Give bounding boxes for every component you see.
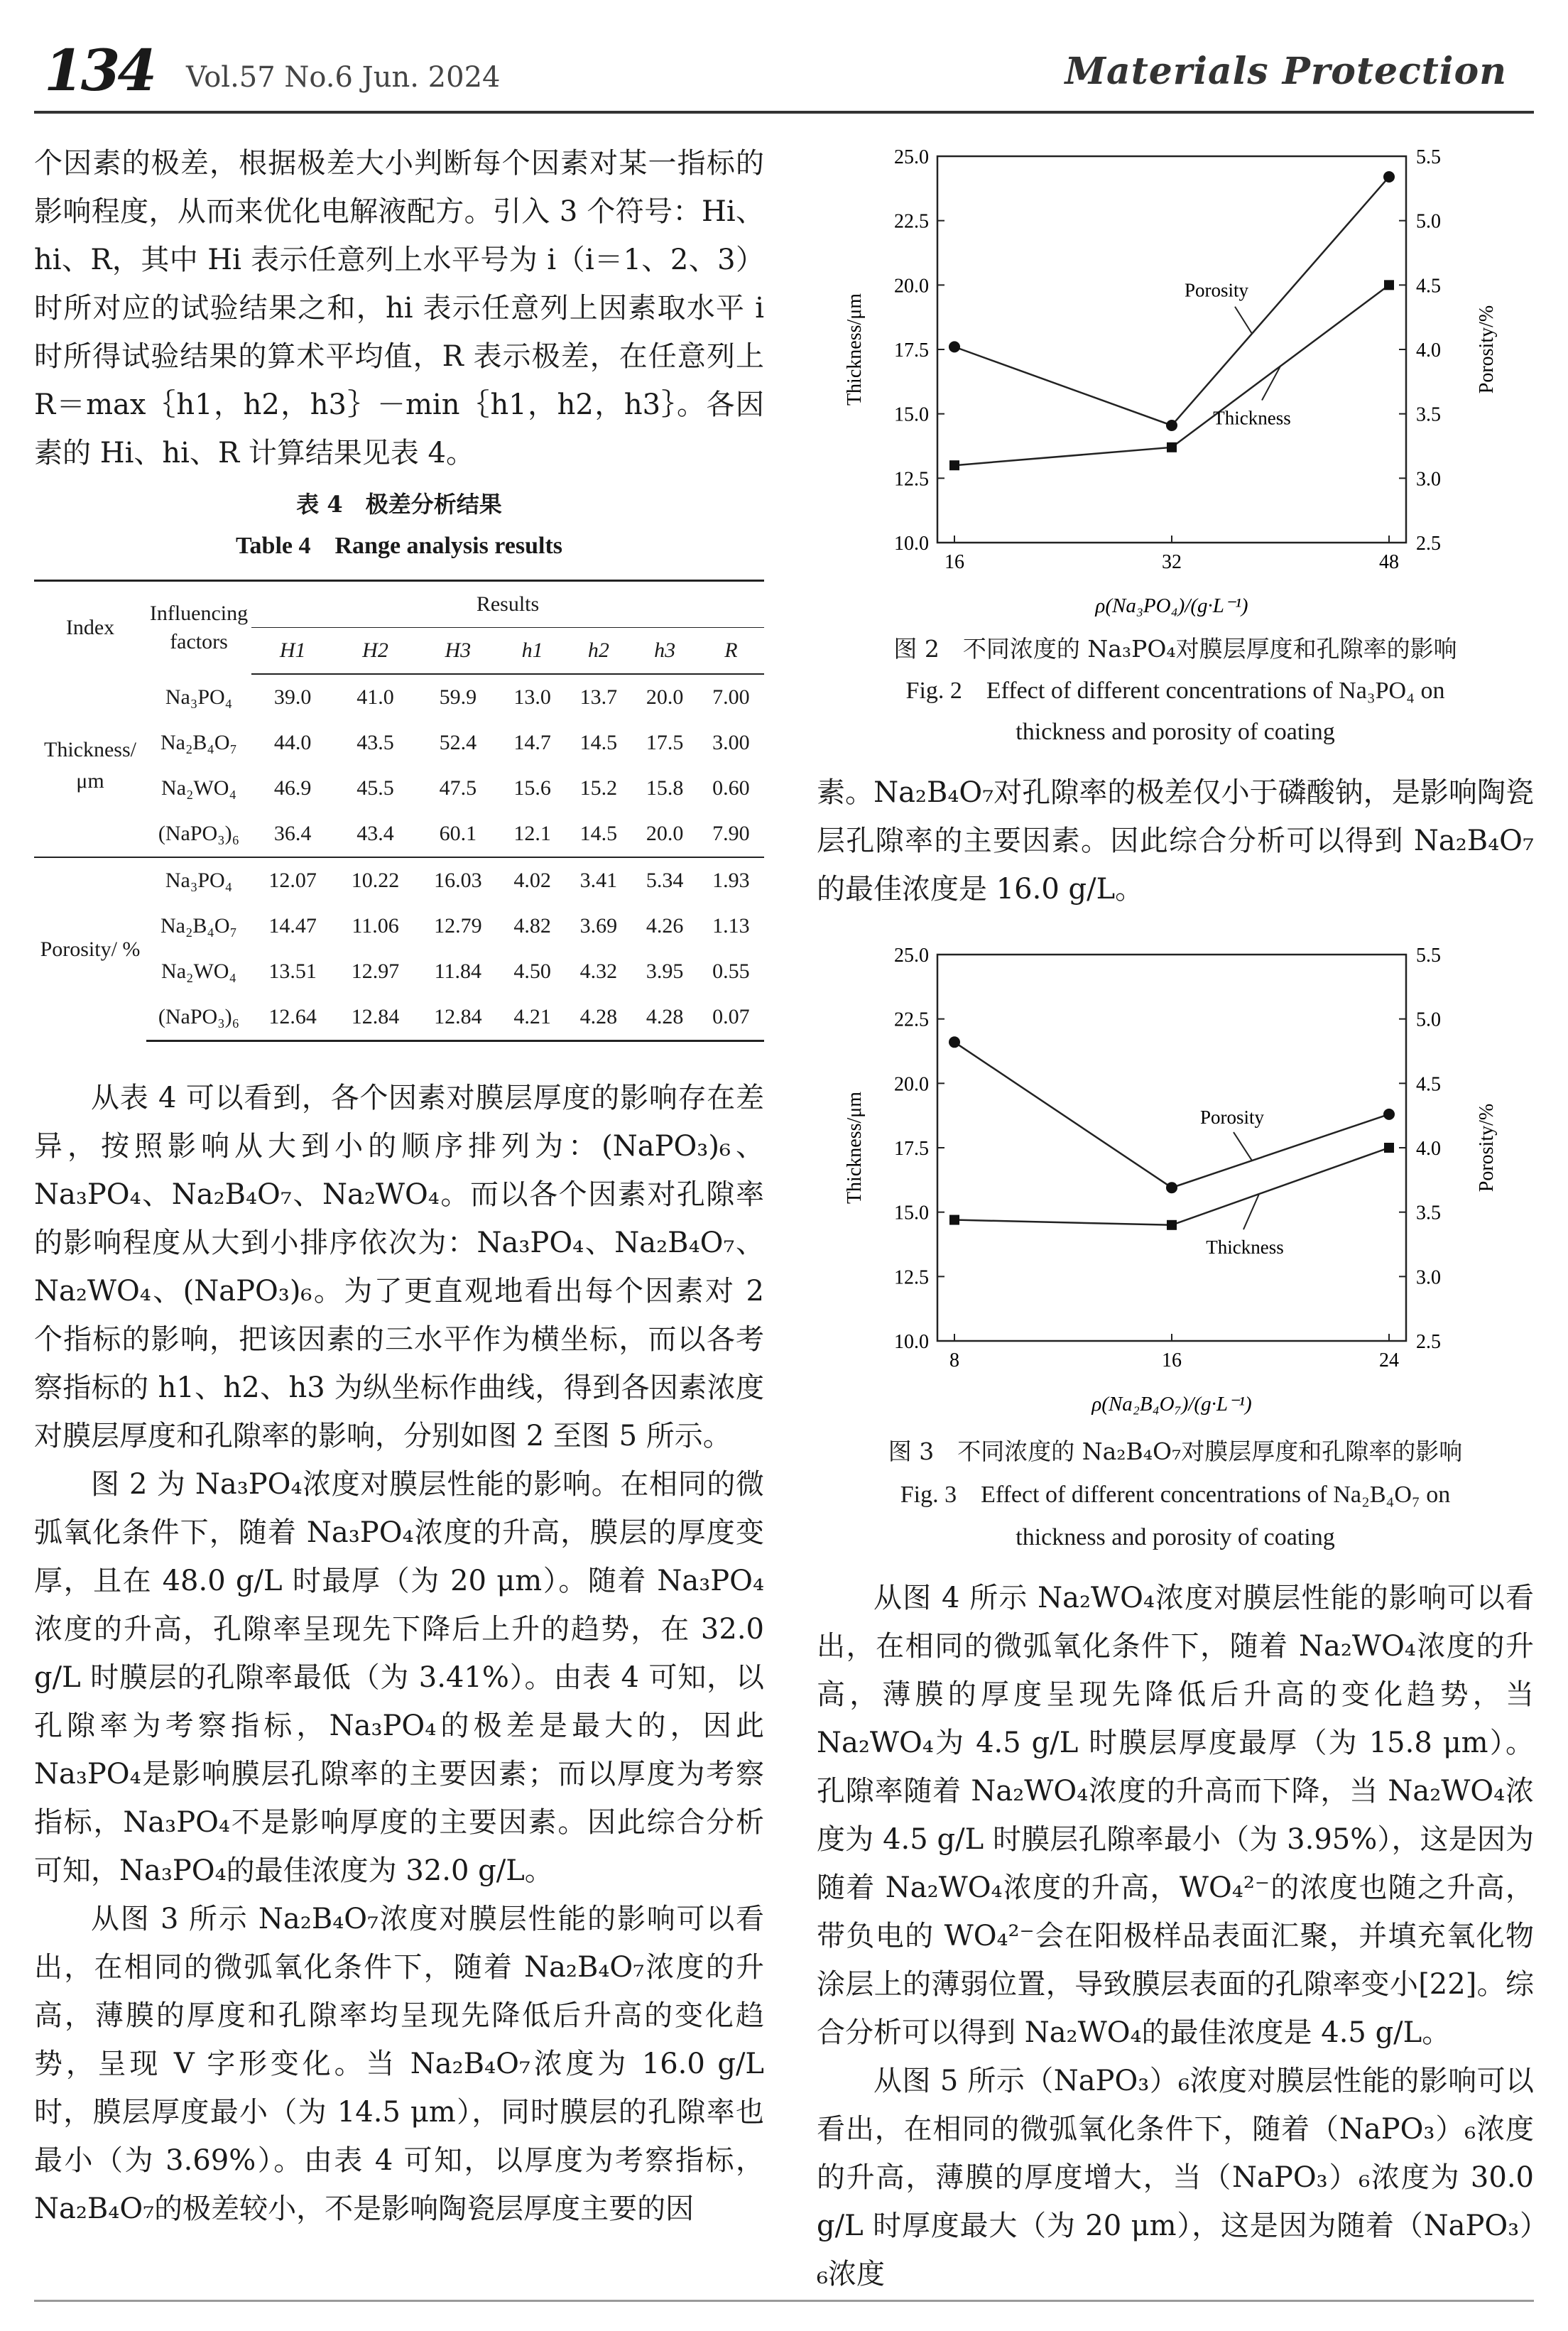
x-tick-label: 32 (1162, 551, 1182, 573)
table-value-cell: 20.0 (646, 822, 684, 845)
table-value-cell: 13.0 (513, 685, 551, 709)
leader-line (1234, 1132, 1252, 1161)
y-right-tick-label: 5.5 (1416, 146, 1441, 168)
leader-line (1235, 307, 1252, 334)
volume-info: Vol.57 No.6 Jun. 2024 (186, 61, 501, 94)
table-value-cell: 15.6 (513, 776, 551, 800)
table-value-cell: 12.97 (351, 960, 400, 983)
table-value-cell: 0.55 (712, 960, 750, 983)
table-value-cell: 5.34 (632, 857, 698, 903)
plot-frame (937, 955, 1406, 1341)
table-value-cell: 0.60 (712, 776, 750, 800)
figure-2-chart (817, 139, 1534, 629)
y-right-axis-label: Porosity/% (1476, 1103, 1498, 1192)
y-tick-label: 17.5 (894, 1138, 929, 1160)
range-analysis-table (34, 580, 764, 1042)
data-point-square (949, 460, 959, 470)
table-subheader: H1 (251, 628, 334, 675)
table-caption-zh: 表 4 极差分析结果 (296, 491, 502, 518)
y-right-tick-label: 2.5 (1416, 1331, 1441, 1353)
right-column-bottom (817, 1574, 1534, 2298)
table-subheader: H3 (417, 628, 499, 675)
table-factor-cell: Na₂B₄O₇ (160, 914, 238, 938)
table-index-cell: Porosity/ % (34, 857, 146, 1041)
series-label: Thickness (1213, 407, 1291, 429)
x-axis-label: ρ(Na₂B₄O₇)/(g·L⁻¹) (1091, 1393, 1252, 1416)
table-value-cell: 4.28 (632, 994, 698, 1041)
figure-2-caption-en: Fig. 2 Effect of different concentrations of Na₃PO₄ on (905, 678, 1445, 704)
table-value-cell: 4.26 (646, 914, 684, 938)
table-value-cell: 12.79 (434, 914, 482, 938)
table-factor-cell: (NaPO₃)₆ (158, 822, 240, 845)
table-factor-cell: Na₃PO₄ (165, 685, 233, 709)
figure-3-caption-en-line2: thickness and porosity of coating (1016, 1524, 1335, 1550)
y-tick-label: 22.5 (894, 1009, 929, 1031)
y-tick-label: 25.0 (894, 146, 929, 168)
table-value-cell: 4.02 (499, 857, 565, 903)
table-factor-cell: Na₃PO₄ (146, 857, 251, 903)
table-value-cell: 1.93 (698, 857, 764, 903)
leader-line (1262, 366, 1280, 401)
y-right-tick-label: 3.0 (1416, 468, 1441, 491)
table-value-cell: 47.5 (439, 776, 477, 800)
data-point-circle (1383, 171, 1395, 183)
x-tick-label: 16 (944, 551, 964, 573)
table-value-cell: 45.5 (356, 776, 394, 800)
table-value-cell: 4.82 (513, 914, 551, 938)
page-number: 134 (44, 37, 154, 104)
y-tick-label: 20.0 (894, 275, 929, 298)
table-header-results: Results (251, 581, 764, 628)
table-subheader: h3 (632, 628, 698, 675)
table-value-cell: 14.5 (579, 731, 618, 754)
paragraph: 从图 5 所示（NaPO₃）₆浓度对膜层性能的影响可以看出，在相同的微弧氧化条件下，随着（NaPO₃）₆浓度的升高，薄膜的厚度增大，当（NaPO₃）₆浓度为 30.0 g/L 时厚度最大（为 20 μm），这是因为随着（NaPO₃）₆浓度 (817, 2065, 1534, 2291)
table-caption-en: Table 4 Range analysis results (235, 533, 563, 559)
y-tick-label: 20.0 (894, 1073, 929, 1096)
paragraph: 素。Na₂B₄O₇对孔隙率的极差仅小于磷酸钠，是影响陶瓷层孔隙率的主要因素。因此综合分析可以得到 Na₂B₄O₇的最佳浓度是 16.0 g/L。 (817, 776, 1534, 906)
y-right-tick-label: 5.5 (1416, 945, 1441, 967)
header-rule (34, 111, 1534, 114)
series-label: Thickness (1206, 1237, 1284, 1259)
table-value-cell: 7.90 (712, 822, 750, 845)
table-value-cell: 12.64 (251, 994, 334, 1041)
table-value-cell: 43.5 (356, 731, 394, 754)
table-value-cell: 3.95 (646, 960, 684, 983)
figure-2 (817, 139, 1534, 629)
table-subheader: H2 (334, 628, 416, 675)
y-right-axis-label: Porosity/% (1476, 305, 1498, 394)
table-value-cell: 12.07 (251, 857, 334, 903)
y-right-tick-label: 5.0 (1416, 210, 1441, 233)
table-index-cell: Thickness/ μm (44, 737, 136, 793)
table-value-cell: 20.0 (646, 685, 684, 709)
figure-2-caption-en-line2: thickness and porosity of coating (1016, 719, 1335, 745)
y-right-tick-label: 5.0 (1416, 1009, 1441, 1031)
table-value-cell: 44.0 (273, 731, 312, 754)
table-value-cell: 14.47 (268, 914, 317, 938)
right-column-middle (817, 768, 1534, 913)
plot-frame (937, 156, 1406, 543)
x-axis-label: ρ(Na₃PO₄)/(g·L⁻¹) (1095, 594, 1248, 617)
table-subheader: h1 (499, 628, 565, 675)
table-value-cell: 15.8 (646, 776, 684, 800)
table-value-cell: 4.21 (499, 994, 565, 1041)
paragraph: 图 2 为 Na₃PO₄浓度对膜层性能的影响。在相同的微弧氧化条件下，随着 Na₃PO₄浓度的升高，膜层的厚度变厚，且在 48.0 g/L 时最厚（为 20 μm）。随着 Na₃PO₄浓度的升高，孔隙率呈现先下降后上升的趋势，在 32.0 g/L 时膜层的孔隙率最低（为 3.41%）。由表 4 可知，以孔隙率为考察指标，Na₃PO₄的极差是最大的，因此 Na₃PO₄是影响膜层孔隙率的主要因素；而以厚度为考察指标，Na₃PO₄不是影响厚度的主要因素。因此综合分析可知，Na₃PO₄的最佳浓度为 32.0 g/L。 (34, 1468, 764, 1887)
table-value-cell: 16.03 (417, 857, 499, 903)
data-point-square (949, 1215, 959, 1225)
left-column-bottom (34, 1074, 764, 2233)
paragraph: 从图 4 所示 Na₂WO₄浓度对膜层性能的影响可以看出，在相同的微弧氧化条件下，随着 Na₂WO₄浓度的升高，薄膜的厚度呈现先降低后升高的变化趋势，当 Na₂WO₄为 4.5 g/L 时膜层厚度最厚（为 15.8 μm）。孔隙率随着 Na₂WO₄浓度的升高而下降，当 Na₂WO₄浓度为 4.5 g/L 时膜层孔隙率最小（为 3.95%），这是因为随着 Na₂WO₄浓度的升高，WO₄²⁻的浓度也随之升高，带负电的 WO₄²⁻会在阳极样品表面汇聚，并填充氧化物涂层上的薄弱位置，导致膜层表面的孔隙率变小[22]。综合分析可以得到 Na₂WO₄的最佳浓度是 4.5 g/L。 (817, 1582, 1534, 2049)
x-tick-label: 48 (1379, 551, 1399, 573)
table-factor-cell: Na₂WO₄ (161, 776, 236, 800)
y-right-tick-label: 4.0 (1416, 1138, 1441, 1160)
y-tick-label: 10.0 (894, 533, 929, 555)
y-right-tick-label: 3.5 (1416, 403, 1441, 426)
table-header-index: Index (34, 581, 146, 675)
figure-3-caption-en: Fig. 3 Effect of different concentrations of Na₂B₄O₇ on (900, 1482, 1451, 1508)
data-point-circle (949, 1036, 960, 1048)
y-tick-label: 17.5 (894, 339, 929, 362)
table-value-cell: 15.2 (579, 776, 618, 800)
x-tick-label: 24 (1379, 1349, 1399, 1371)
table-value-cell: 11.84 (434, 960, 482, 983)
y-tick-label: 25.0 (894, 945, 929, 967)
table-value-cell: 14.7 (513, 731, 551, 754)
series-line-porosity (954, 177, 1389, 425)
y-right-tick-label: 3.5 (1416, 1202, 1441, 1224)
table-value-cell: 3.00 (712, 731, 750, 754)
table-value-cell: 36.4 (273, 822, 312, 845)
table-value-cell: 14.5 (579, 822, 618, 845)
table-value-cell: 3.41 (565, 857, 631, 903)
table-value-cell: 11.06 (352, 914, 399, 938)
series-label: Porosity (1199, 1107, 1265, 1129)
left-column-top (34, 139, 764, 477)
table-value-cell: 59.9 (439, 685, 477, 709)
y-axis-label: Thickness/μm (844, 293, 866, 406)
series-label: Porosity (1184, 279, 1249, 301)
y-tick-label: 15.0 (894, 1202, 929, 1224)
table-subheader: h2 (565, 628, 631, 675)
x-tick-label: 16 (1162, 1349, 1182, 1371)
series-line-porosity (954, 1042, 1389, 1188)
table-value-cell: 12.1 (513, 822, 551, 845)
y-right-tick-label: 4.5 (1416, 1073, 1441, 1096)
table-row (34, 857, 764, 903)
paragraph: 从图 3 所示 Na₂B₄O₇浓度对膜层性能的影响可以看出，在相同的微弧氧化条件下，随着 Na₂B₄O₇浓度的升高，薄膜的厚度和孔隙率均呈现先降低后升高的变化趋势，呈现 V 字形变化。当 Na₂B₄O₇浓度为 16.0 g/L 时，膜层厚度最小（为 14.5 μm），同时膜层的孔隙率也最小（为 3.69%）。由表 4 可知，以厚度为考察指标，Na₂B₄O₇的极差较小，不是影响陶瓷层厚度主要的因 (34, 1903, 764, 2225)
y-tick-label: 22.5 (894, 210, 929, 233)
series-line-thickness (954, 285, 1389, 465)
y-axis-label: Thickness/μm (844, 1091, 866, 1205)
table-value-cell: 52.4 (439, 731, 477, 754)
data-point-square (1167, 1220, 1177, 1230)
table-subheader: R (698, 628, 764, 675)
table-row (34, 674, 764, 720)
table-factor-cell: (NaPO₃)₆ (146, 994, 251, 1041)
data-point-square (1167, 442, 1177, 452)
table-value-cell: 12.84 (417, 994, 499, 1041)
y-tick-label: 12.5 (894, 1266, 929, 1289)
y-tick-label: 15.0 (894, 403, 929, 426)
table-value-cell: 3.69 (579, 914, 618, 938)
y-right-tick-label: 3.0 (1416, 1266, 1441, 1289)
y-right-tick-label: 4.5 (1416, 275, 1441, 298)
figure-2-caption-zh: 图 2 不同浓度的 Na₃PO₄对膜层厚度和孔隙率的影响 (893, 635, 1457, 663)
figure-3-chart (817, 938, 1534, 1428)
figure-3-caption-zh: 图 3 不同浓度的 Na₂B₄O₇对膜层厚度和孔隙率的影响 (888, 1438, 1463, 1465)
table-value-cell: 4.32 (579, 960, 618, 983)
table-header-factors: Influencing factors (146, 581, 251, 675)
data-point-circle (1166, 420, 1177, 431)
table-value-cell: 60.1 (439, 822, 477, 845)
table-factor-cell: Na₂B₄O₇ (160, 731, 238, 754)
y-right-tick-label: 2.5 (1416, 533, 1441, 555)
x-tick-label: 8 (949, 1349, 959, 1371)
y-right-tick-label: 4.0 (1416, 339, 1441, 362)
y-tick-label: 10.0 (894, 1331, 929, 1353)
table-factor-cell: Na₂WO₄ (161, 960, 236, 983)
footer-rule (34, 2300, 1534, 2302)
data-point-circle (1383, 1109, 1395, 1120)
table-value-cell: 7.00 (712, 685, 750, 709)
y-tick-label: 12.5 (894, 468, 929, 491)
table-value-cell: 4.28 (565, 994, 631, 1041)
table-value-cell: 0.07 (698, 994, 764, 1041)
data-point-square (1384, 1143, 1394, 1153)
journal-name: Materials Protection (1065, 50, 1507, 93)
figure-3 (817, 938, 1534, 1428)
data-point-circle (949, 341, 960, 352)
table-value-cell: 39.0 (273, 685, 312, 709)
table-value-cell: 12.84 (334, 994, 416, 1041)
table-value-cell: 13.51 (268, 960, 317, 983)
table-value-cell: 17.5 (646, 731, 684, 754)
table-value-cell: 4.50 (513, 960, 551, 983)
paragraph: 从表 4 可以看到，各个因素对膜层厚度的影响存在差异，按照影响从大到小的顺序排列为：(NaPO₃)₆、Na₃PO₄、Na₂B₄O₇、Na₂WO₄。而以各个因素对孔隙率的影响程度从大到小排序依次为：Na₃PO₄、Na₂B₄O₇、Na₂WO₄、(NaPO₃)₆。为了更直观地看出每个因素对 2 个指标的影响，把该因素的三水平作为横坐标，而以各考察指标的 h1、h2、h3 为纵坐标作曲线，得到各因素浓度对膜层厚度和孔隙率的影响，分别如图 2 至图 5 所示。 (34, 1082, 764, 1452)
table-value-cell: 46.9 (273, 776, 312, 800)
table-value-cell: 43.4 (356, 822, 394, 845)
table-value-cell: 41.0 (356, 685, 394, 709)
table-value-cell: 1.13 (712, 914, 750, 938)
table-value-cell: 13.7 (579, 685, 618, 709)
paragraph: 个因素的极差，根据极差大小判断每个因素对某一指标的影响程度，从而来优化电解液配方。引入 3 个符号：Hi、hi、R，其中 Hi 表示任意列上水平号为 i（i＝1、2、3）时所对应的试验结果之和，hi 表示任意列上因素取水平 i 时所得试验结果的算术平均值，R 表示极差，在任意列上 R＝max｛h1，h2，h3｝－min｛h1，h2，h3｝。各因素的 Hi、hi、R 计算结果见表 4。 (34, 147, 764, 469)
data-point-square (1384, 280, 1394, 290)
table-value-cell: 10.22 (334, 857, 416, 903)
data-point-circle (1166, 1182, 1177, 1193)
